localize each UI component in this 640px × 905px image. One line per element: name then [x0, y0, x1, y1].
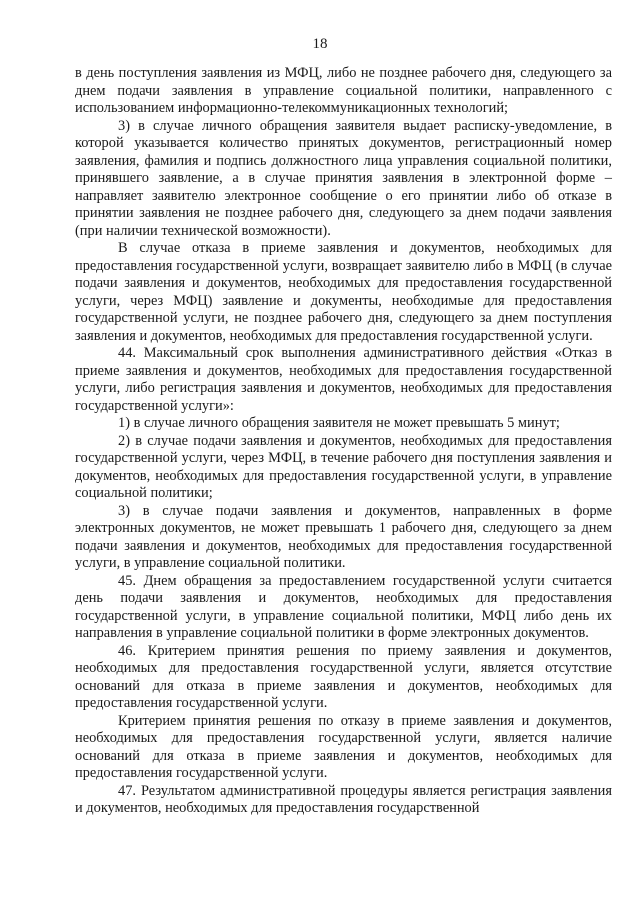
- paragraph: 3) в случае личного обращения заявителя выдает расписку-уведомление, в которой указывается количество принятых документов, регистрационный номер заявления, фамилия и подпись должностного лица управления социальной политики, принявшего заявление, а в случае принятия заявления в электронной форме – направляет заявителю электронное сообщение о его принятии либо об отказе в принятии заявления не позднее рабочего дня, следующего за днем подачи заявления (при наличии технической возможности).: [75, 117, 612, 239]
- paragraph: Критерием принятия решения по отказу в приеме заявления и документов, необходимых для предоставления государственной услуги, является наличие оснований для отказа в приеме заявления и документов, необходимых для предоставления государственной услуги.: [75, 712, 612, 781]
- paragraph: В случае отказа в приеме заявления и документов, необходимых для предоставления государственной услуги, возвращает заявителю либо в МФЦ (в случае подачи заявления и документов, необходимых для предоставления государственной услуги, через МФЦ) заявление и документы, необходимые для предоставления государственной услуги, не позднее рабочего дня, следующего за днем поступления заявления и документов, необходимых для предоставления государственной услуги.: [75, 240, 612, 344]
- page-number: 18: [312, 36, 328, 52]
- document-body: [75, 65, 612, 818]
- paragraph: 3) в случае подачи заявления и документов, направленных в форме электронных документов, не может превышать 1 рабочего дня, следующего за днем подачи заявления и документов, необходимых для предоставления государственной услуги, в управление социальной политики.: [75, 502, 612, 571]
- paragraph: 1) в случае личного обращения заявителя не может превышать 5 минут;: [118, 415, 560, 431]
- paragraph: 2) в случае подачи заявления и документов, необходимых для предоставления государственной услуги, через МФЦ, в течение рабочего дня поступления заявления и документов, необходимых для предоставления государственной услуги, в управление социальной политики;: [75, 432, 612, 501]
- paragraph: в день поступления заявления из МФЦ, либо не позднее рабочего дня, следующего за днем подачи заявления в управление социальной политики, направленного с использованием информационно-телекоммуникационных технологий;: [75, 65, 612, 116]
- paragraph: 46. Критерием принятия решения по приему заявления и документов, необходимых для предоставления государственной услуги, является отсутствие оснований для отказа в приеме заявления и документов, необходимых для предоставления государственной услуги.: [75, 642, 612, 711]
- paragraph: 47. Результатом административной процедуры является регистрация заявления и документов, необходимых для предоставления государственной: [75, 782, 612, 816]
- paragraph: 45. Днем обращения за предоставлением государственной услуги считается день подачи заявления и документов, необходимых для предоставления государственной услуги, в управление социальной политики, МФЦ либо день их направления в управление социальной политики в форме электронных документов.: [75, 572, 612, 641]
- paragraph: 44. Максимальный срок выполнения административного действия «Отказ в приеме заявления и документов, необходимых для предоставления государственной услуги, либо регистрация заявления и документов, необходимых для предоставления государственной услуги»:: [75, 345, 612, 414]
